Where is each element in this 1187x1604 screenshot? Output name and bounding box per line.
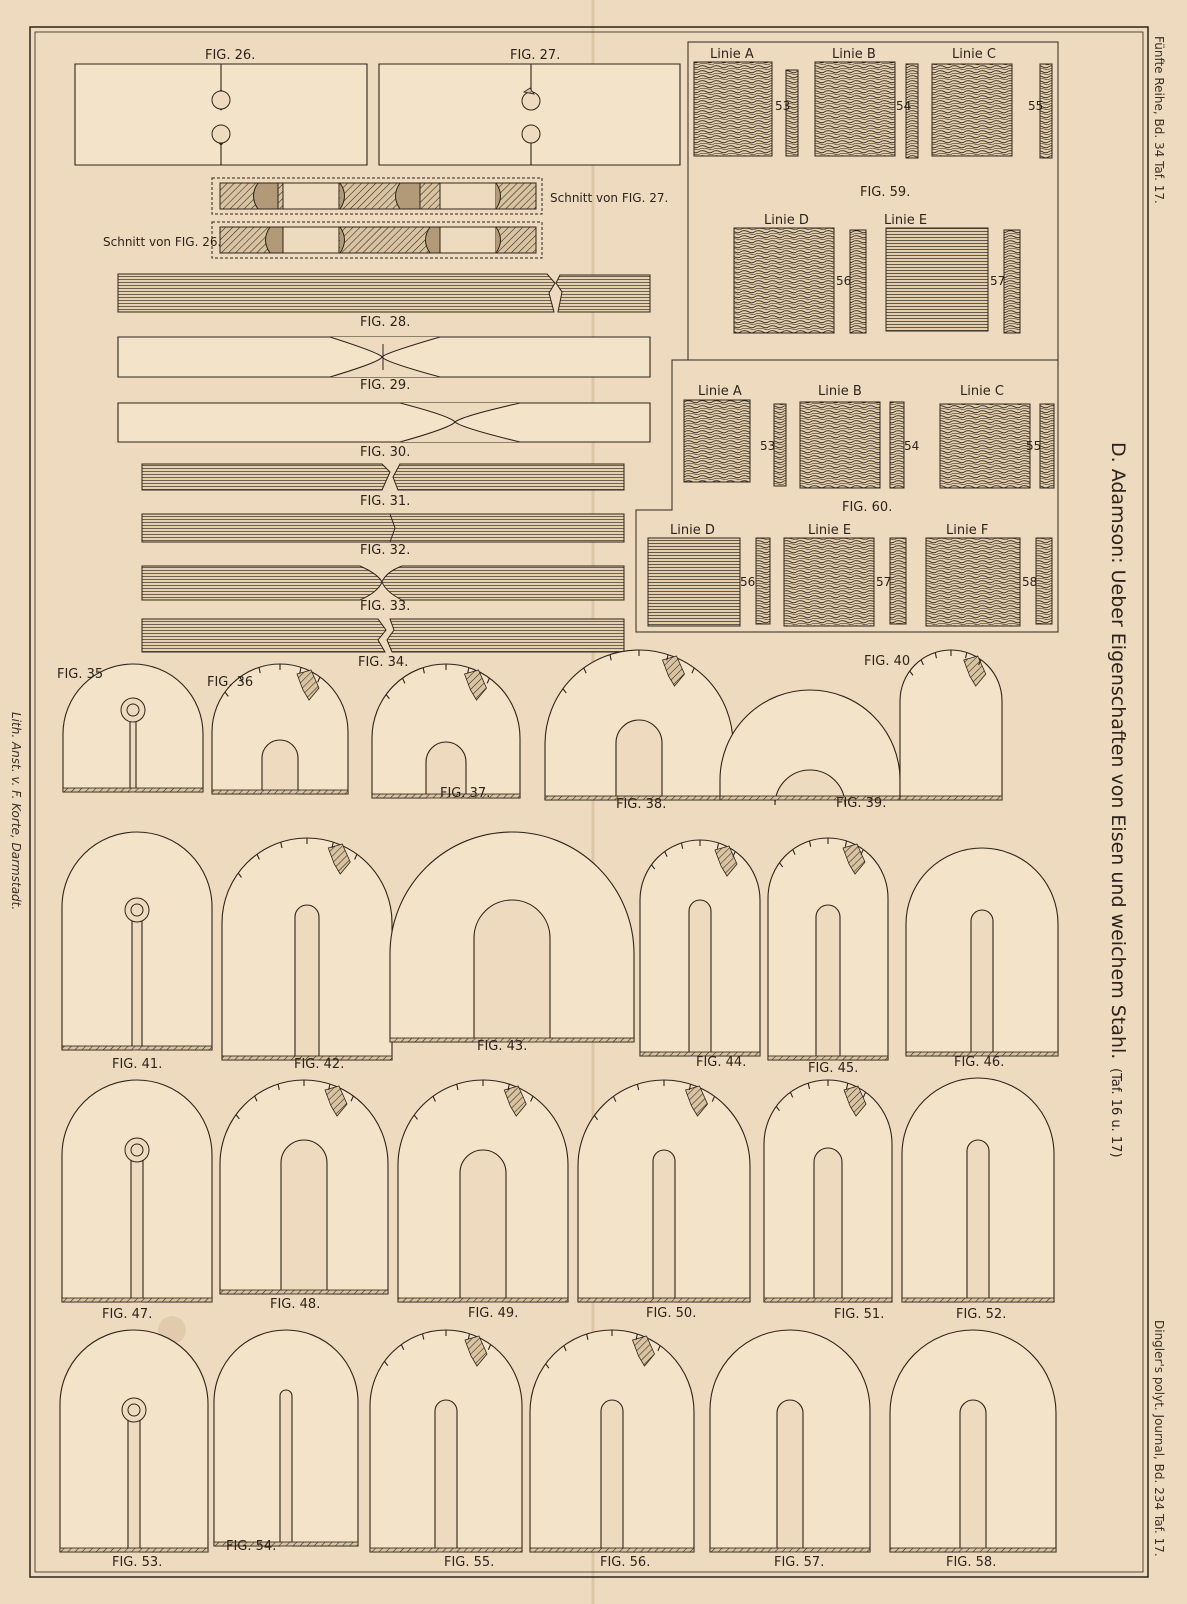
svg-text:FIG. 60.: FIG. 60. bbox=[842, 500, 893, 515]
svg-text:FIG. 46.: FIG. 46. bbox=[954, 1055, 1005, 1070]
svg-text:FIG. 30.: FIG. 30. bbox=[360, 445, 411, 460]
svg-text:Linie C: Linie C bbox=[960, 384, 1004, 399]
svg-text:Linie E: Linie E bbox=[884, 213, 928, 228]
svg-text:FIG. 55.: FIG. 55. bbox=[444, 1555, 495, 1570]
series-reference: Fünfte Reihe, Bd. 34 Taf. 17. bbox=[1152, 36, 1166, 204]
svg-text:FIG. 41.: FIG. 41. bbox=[112, 1057, 163, 1072]
svg-text:56: 56 bbox=[740, 575, 756, 589]
svg-text:FIG. 47.: FIG. 47. bbox=[102, 1307, 153, 1322]
svg-text:FIG. 29.: FIG. 29. bbox=[360, 378, 411, 393]
svg-text:Schnitt von FIG. 27.: Schnitt von FIG. 27. bbox=[550, 191, 669, 205]
svg-text:FIG. 42.: FIG. 42. bbox=[294, 1057, 345, 1072]
svg-text:FIG. 40: FIG. 40 bbox=[864, 654, 911, 669]
figure-26 bbox=[75, 48, 367, 165]
svg-text:FIG. 50.: FIG. 50. bbox=[646, 1306, 697, 1321]
svg-text:FIG. 38.: FIG. 38. bbox=[616, 797, 667, 812]
plate-title bbox=[1107, 442, 1129, 1158]
svg-text:FIG. 39.: FIG. 39. bbox=[836, 796, 887, 811]
svg-text:FIG. 32.: FIG. 32. bbox=[360, 543, 411, 558]
svg-text:FIG. 52.: FIG. 52. bbox=[956, 1307, 1007, 1322]
svg-text:Linie B: Linie B bbox=[818, 384, 862, 399]
svg-text:FIG. 57.: FIG. 57. bbox=[774, 1555, 825, 1570]
svg-text:FIG. 31.: FIG. 31. bbox=[360, 494, 411, 509]
svg-text:56: 56 bbox=[836, 274, 852, 288]
svg-text:FIG. 43.: FIG. 43. bbox=[477, 1039, 528, 1054]
svg-text:FIG. 59.: FIG. 59. bbox=[860, 185, 911, 200]
svg-text:Linie D: Linie D bbox=[764, 213, 809, 228]
svg-text:FIG. 44.: FIG. 44. bbox=[696, 1055, 747, 1070]
journal-reference: Dingler's polyt. Journal, Bd. 234 Taf. 17. bbox=[1152, 1320, 1166, 1557]
svg-text:Linie D: Linie D bbox=[670, 523, 715, 538]
u-piece-40 bbox=[900, 650, 1002, 800]
svg-text:FIG. 45.: FIG. 45. bbox=[808, 1061, 859, 1076]
svg-text:FIG. 33.: FIG. 33. bbox=[360, 599, 411, 614]
svg-text:FIG. 28.: FIG. 28. bbox=[360, 315, 411, 330]
svg-text:D. Adamson: Ueber Eigenschafte: D. Adamson: Ueber Eigenschaften von Eisen und weichem Stahl. bbox=[1107, 442, 1129, 1060]
svg-text:FIG. 54.: FIG. 54. bbox=[226, 1539, 277, 1554]
svg-text:57: 57 bbox=[990, 274, 1006, 288]
svg-text:FIG. 36: FIG. 36 bbox=[207, 675, 254, 690]
lithographer-credit: Lith. Anst. v. F. Korte, Darmstadt. bbox=[9, 712, 23, 911]
svg-text:54: 54 bbox=[896, 99, 912, 113]
svg-text:Linie E: Linie E bbox=[808, 523, 852, 538]
svg-text:FIG. 26.: FIG. 26. bbox=[205, 48, 256, 63]
svg-text:FIG. 48.: FIG. 48. bbox=[270, 1297, 321, 1312]
svg-text:53: 53 bbox=[775, 99, 791, 113]
svg-text:FIG. 53.: FIG. 53. bbox=[112, 1555, 163, 1570]
svg-text:54: 54 bbox=[904, 439, 920, 453]
svg-text:FIG. 51.: FIG. 51. bbox=[834, 1307, 885, 1322]
svg-text:FIG. 58.: FIG. 58. bbox=[946, 1555, 997, 1570]
svg-text:FIG. 37.: FIG. 37. bbox=[440, 786, 491, 801]
svg-text:53: 53 bbox=[760, 439, 776, 453]
svg-text:FIG. 56.: FIG. 56. bbox=[600, 1555, 651, 1570]
svg-text:(Taf. 16 u. 17): (Taf. 16 u. 17) bbox=[1108, 1068, 1123, 1158]
svg-text:55: 55 bbox=[1026, 439, 1042, 453]
svg-text:Linie A: Linie A bbox=[710, 47, 754, 62]
svg-text:Linie B: Linie B bbox=[832, 47, 876, 62]
svg-text:57: 57 bbox=[876, 575, 892, 589]
svg-text:FIG. 49.: FIG. 49. bbox=[468, 1306, 519, 1321]
svg-text:Linie A: Linie A bbox=[698, 384, 742, 399]
svg-text:FIG. 35: FIG. 35 bbox=[57, 667, 104, 682]
svg-text:FIG. 34.: FIG. 34. bbox=[358, 655, 409, 670]
svg-text:FIG. 27.: FIG. 27. bbox=[510, 48, 561, 63]
svg-text:Linie F: Linie F bbox=[946, 523, 989, 538]
figure-27 bbox=[379, 48, 680, 165]
svg-text:55: 55 bbox=[1028, 99, 1044, 113]
svg-text:Linie C: Linie C bbox=[952, 47, 996, 62]
svg-text:Schnitt von FIG. 26.: Schnitt von FIG. 26. bbox=[103, 235, 222, 249]
svg-text:58: 58 bbox=[1022, 575, 1038, 589]
